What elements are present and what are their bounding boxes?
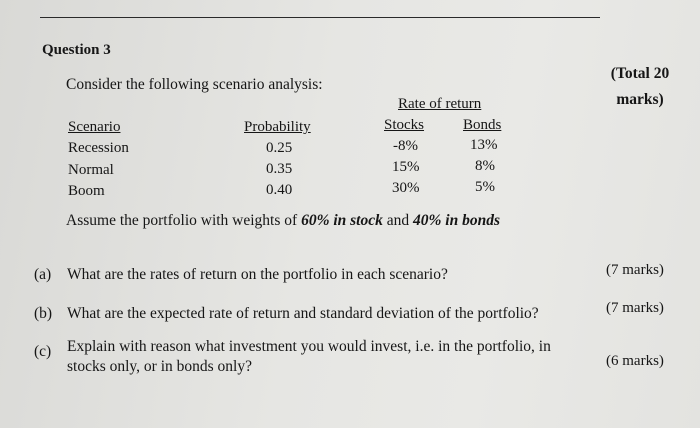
row-recession-bonds: 13% [470,137,498,153]
total-marks-line1: (Total 20 [610,65,670,82]
weights-bonds: 40% in bonds [413,212,501,229]
row-recession-probability: 0.25 [266,140,293,156]
question-intro: Consider the following scenario analysis: [66,76,323,93]
row-recession-stocks: -8% [393,138,418,154]
header-stocks: Stocks [384,117,425,133]
row-boom-stocks: 30% [392,180,420,196]
part-c-text-line1: Explain with reason what investment you would invest, i.e. in the portfolio, in [67,338,551,355]
total-marks-line2: marks) [616,91,664,108]
row-boom-scenario: Boom [68,183,105,199]
top-rule [40,17,600,18]
row-recession-scenario: Recession [68,140,129,156]
part-a-label: (a) [34,266,52,283]
row-normal-bonds: 8% [475,158,495,174]
weights-prefix: Assume the portfolio with weights of [66,212,302,229]
question-title: Question 3 [42,42,111,58]
header-bonds: Bonds [463,117,502,133]
row-boom-probability: 0.40 [266,182,293,198]
part-c-label: (c) [34,343,52,360]
portfolio-weights [66,212,500,230]
weights-and: and [382,212,414,229]
header-probability: Probability [244,119,311,135]
part-a-marks: (7 marks) [606,262,664,278]
row-normal-probability: 0.35 [266,161,293,177]
part-a-text: What are the rates of return on the portfolio in each scenario? [67,266,448,283]
header-scenario: Scenario [68,119,121,135]
rate-of-return-header: Rate of return [398,96,482,112]
row-boom-bonds: 5% [475,179,495,195]
part-c-marks: (6 marks) [606,353,664,369]
part-b-text: What are the expected rate of return and standard deviation of the portfolio? [67,305,539,322]
row-normal-stocks: 15% [392,159,420,175]
part-b-label: (b) [34,305,53,322]
total-marks [605,61,675,113]
part-c-text-line2: stocks only, or in bonds only? [67,358,252,375]
part-b-marks: (7 marks) [606,300,664,316]
row-normal-scenario: Normal [68,162,114,178]
weights-stock: 60% in stock [301,212,383,229]
